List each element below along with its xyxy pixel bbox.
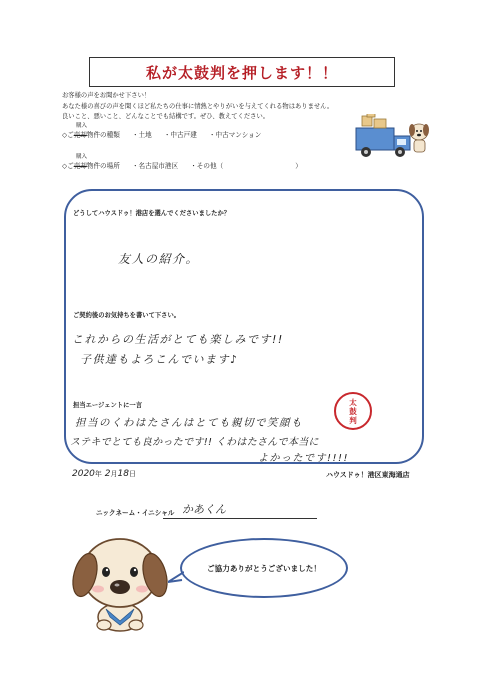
nickname-label: ニックネーム・イニシャル [96,509,175,517]
correction-text: 購入 [76,154,88,160]
option-land: ・土地 [131,131,152,139]
question-why-chose: どうしてハウスドゥ！港店を選んでくださいましたか？ [73,210,231,217]
date-day: 18 [117,469,129,479]
intro-line-1: お客様の声をお聞かせ下さい！ [62,92,151,99]
option-used-mansion: ・中古マンション [208,131,262,139]
option-used-house: ・中古戸建 [163,131,197,139]
struck-text: 売却 [73,131,87,139]
property-place-label: ◇ご売却物件の場所 購入 [62,154,120,170]
answer-feelings-line-1: これからの生活がとても楽しみです!! [72,333,284,346]
answer-agent-line-1: 担当のくわはたさんはとても親切で笑顔も [75,417,303,429]
answer-feelings-line-2: 子供達もよろこんでいます♪ [80,353,239,366]
title-box [89,57,395,87]
answer-agent-line-3: よかったです!!!! [258,453,350,464]
answer-agent-line-2: ステキでとても良かったです!! くわはたさんで本当に [70,437,319,448]
property-place-row [62,154,302,170]
answer-why-chose: 友人の紹介。 [118,252,200,266]
option-other: ・その他（ [190,162,224,170]
date-month: 2 [104,469,111,479]
thank-you-text: ご協力ありがとうございました！ [207,563,321,573]
shop-name: ハウスドゥ！港区東海通店 [326,471,410,479]
dog-mascot-icon [70,525,170,633]
stamp-char-2: 鼓 [349,406,357,416]
date-year: 2020 [72,469,95,479]
option-other-close: ） [295,162,302,170]
date: 2020年 2月18日 [72,469,136,479]
thank-you-speech-bubble [180,538,348,598]
stamp-char-3: 判 [349,415,357,425]
page-title: 私が太鼓判を押します！！ [145,63,338,82]
stamp-char-1: 太 [349,397,357,407]
taikoban-stamp [334,392,372,430]
property-type-row [62,123,262,139]
nickname-value: かあくん [182,503,226,516]
struck-text: 売却 [73,162,87,170]
moving-truck-illustration [350,114,430,164]
nickname-underline [163,518,317,519]
option-minato-ku: ・名古屋市港区 [131,162,179,170]
question-agent-comment: 担当エージェントに一言 [73,402,143,409]
intro-line-3: 良いこと、悪いこと、どんなことでも結構です。ぜひ、教えてください。 [62,113,270,120]
intro-line-2: あなた様の喜びの声を聞くほど私たちの仕事に情熱とやりがいを与えてくれる物はありません。 [62,102,334,110]
property-type-label: ◇ご売却物件の種類 購入 [62,123,120,139]
question-feelings: ご契約後のお気持ちを書いて下さい。 [73,312,181,319]
correction-text: 購入 [76,123,88,129]
